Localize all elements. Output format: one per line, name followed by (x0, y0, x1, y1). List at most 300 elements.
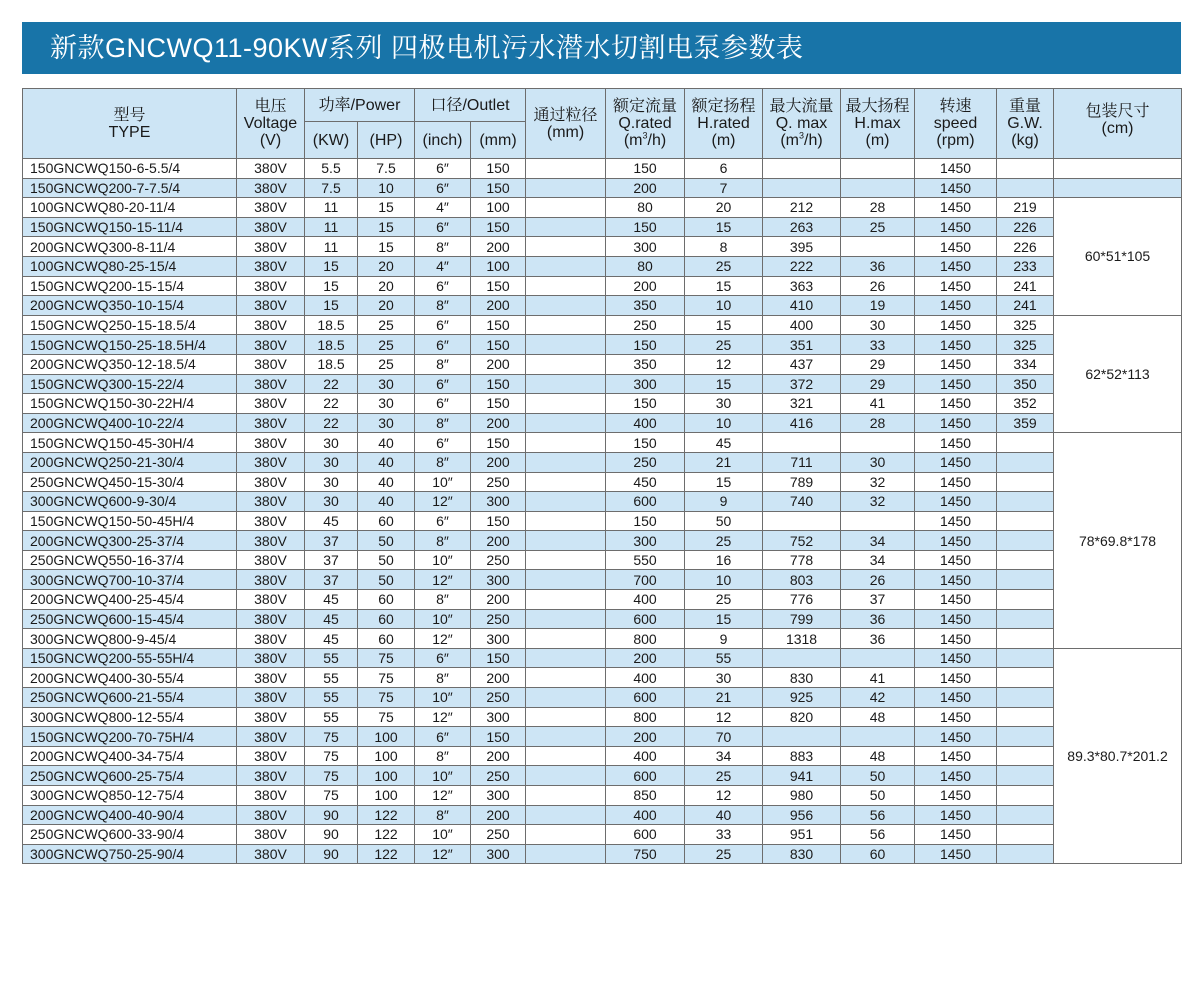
power-hp-cell: 75 (358, 688, 415, 708)
particle-cell (526, 511, 606, 531)
speed-cell: 1450 (915, 178, 997, 198)
power-kw-cell: 22 (305, 413, 358, 433)
speed-cell: 1450 (915, 198, 997, 218)
header-hrated (685, 89, 763, 159)
speed-cell: 1450 (915, 746, 997, 766)
model-cell: 200GNCWQ350-12-18.5/4 (23, 354, 237, 374)
header-voltage-unit: (V) (259, 132, 282, 149)
model-cell: 200GNCWQ350-10-15/4 (23, 296, 237, 316)
power-hp-cell: 7.5 (358, 159, 415, 179)
header-voltage-cn: 电压 (254, 98, 287, 115)
model-cell: 200GNCWQ400-25-45/4 (23, 590, 237, 610)
q-rated-cell: 600 (606, 825, 685, 845)
outlet-inch-cell: 12″ (415, 844, 471, 864)
pack-size-cell: 60*51*105 (1054, 198, 1182, 316)
header-weight-en: G.W. (1007, 115, 1043, 132)
header-speed-cn: 转速 (939, 98, 972, 115)
model-cell: 150GNCWQ200-15-15/4 (23, 276, 237, 296)
h-max-cell: 50 (841, 786, 915, 806)
particle-cell (526, 315, 606, 335)
speed-cell: 1450 (915, 237, 997, 257)
table-row (23, 825, 1182, 845)
weight-cell: 325 (997, 315, 1054, 335)
h-max-cell (841, 178, 915, 198)
weight-cell (997, 727, 1054, 747)
model-cell: 300GNCWQ600-9-30/4 (23, 492, 237, 512)
q-rated-cell: 450 (606, 472, 685, 492)
h-max-cell: 34 (841, 550, 915, 570)
particle-cell (526, 276, 606, 296)
power-kw-cell: 75 (305, 746, 358, 766)
power-kw-cell: 90 (305, 844, 358, 864)
header-qmax-cn: 最大流量 (769, 98, 834, 115)
voltage-cell: 380V (237, 413, 305, 433)
q-max-cell: 740 (763, 492, 841, 512)
h-rated-cell: 12 (685, 786, 763, 806)
particle-cell (526, 727, 606, 747)
q-max-cell: 437 (763, 354, 841, 374)
weight-cell (997, 825, 1054, 845)
h-max-cell: 50 (841, 766, 915, 786)
page-title: 新款GNCWQ11-90KW系列 四极电机污水潜水切割电泵参数表 (22, 22, 1181, 74)
particle-cell (526, 433, 606, 453)
table-row (23, 786, 1182, 806)
outlet-mm-cell: 150 (471, 315, 526, 335)
weight-cell (997, 570, 1054, 590)
header-type (23, 89, 237, 159)
q-max-cell: 980 (763, 786, 841, 806)
outlet-mm-cell: 150 (471, 648, 526, 668)
power-hp-cell: 60 (358, 511, 415, 531)
outlet-mm-cell: 200 (471, 805, 526, 825)
header-type-en: TYPE (108, 123, 151, 141)
model-cell: 150GNCWQ250-15-18.5/4 (23, 315, 237, 335)
model-cell: 300GNCWQ800-12-55/4 (23, 707, 237, 727)
outlet-inch-cell: 12″ (415, 707, 471, 727)
outlet-inch-cell: 8″ (415, 237, 471, 257)
h-max-cell: 29 (841, 374, 915, 394)
power-kw-cell: 90 (305, 805, 358, 825)
outlet-mm-cell: 250 (471, 609, 526, 629)
q-max-cell (763, 178, 841, 198)
header-qrated (606, 89, 685, 159)
power-kw-cell: 75 (305, 786, 358, 806)
particle-cell (526, 550, 606, 570)
power-kw-cell: 15 (305, 296, 358, 316)
h-max-cell (841, 511, 915, 531)
model-cell: 150GNCWQ150-15-11/4 (23, 217, 237, 237)
power-kw-cell: 55 (305, 707, 358, 727)
power-hp-cell: 122 (358, 805, 415, 825)
particle-cell (526, 844, 606, 864)
h-max-cell: 25 (841, 217, 915, 237)
q-rated-cell: 150 (606, 394, 685, 414)
weight-cell (997, 746, 1054, 766)
particle-cell (526, 217, 606, 237)
q-max-cell: 1318 (763, 629, 841, 649)
power-hp-cell: 30 (358, 374, 415, 394)
q-rated-cell: 150 (606, 217, 685, 237)
table-row (23, 766, 1182, 786)
q-rated-cell: 700 (606, 570, 685, 590)
pack-size-cell: 78*69.8*178 (1054, 433, 1182, 649)
outlet-mm-cell: 150 (471, 159, 526, 179)
power-kw-cell: 55 (305, 648, 358, 668)
speed-cell: 1450 (915, 550, 997, 570)
outlet-inch-cell: 10″ (415, 825, 471, 845)
q-max-cell: 395 (763, 237, 841, 257)
model-cell: 150GNCWQ150-45-30H/4 (23, 433, 237, 453)
voltage-cell: 380V (237, 374, 305, 394)
table-row (23, 844, 1182, 864)
speed-cell: 1450 (915, 707, 997, 727)
particle-cell (526, 472, 606, 492)
power-kw-cell: 22 (305, 374, 358, 394)
speed-cell: 1450 (915, 433, 997, 453)
header-qrated-en: Q.rated (618, 115, 672, 132)
weight-cell (997, 511, 1054, 531)
q-rated-cell: 200 (606, 178, 685, 198)
speed-cell: 1450 (915, 786, 997, 806)
power-hp-cell: 25 (358, 354, 415, 374)
h-rated-cell: 30 (685, 394, 763, 414)
speed-cell: 1450 (915, 315, 997, 335)
model-cell: 250GNCWQ600-21-55/4 (23, 688, 237, 708)
outlet-inch-cell: 12″ (415, 492, 471, 512)
h-max-cell: 32 (841, 492, 915, 512)
power-hp-cell: 30 (358, 413, 415, 433)
h-rated-cell: 15 (685, 609, 763, 629)
table-row (23, 492, 1182, 512)
speed-cell: 1450 (915, 727, 997, 747)
table-row (23, 354, 1182, 374)
voltage-cell: 380V (237, 825, 305, 845)
h-rated-cell: 55 (685, 648, 763, 668)
power-kw-cell: 75 (305, 766, 358, 786)
model-cell: 100GNCWQ80-25-15/4 (23, 256, 237, 276)
h-rated-cell: 8 (685, 237, 763, 257)
power-hp-cell: 75 (358, 707, 415, 727)
outlet-inch-cell: 6″ (415, 217, 471, 237)
speed-cell: 1450 (915, 570, 997, 590)
weight-cell (997, 766, 1054, 786)
voltage-cell: 380V (237, 688, 305, 708)
table-row (23, 688, 1182, 708)
particle-cell (526, 159, 606, 179)
outlet-mm-cell: 200 (471, 590, 526, 610)
weight-cell (997, 648, 1054, 668)
table-row (23, 727, 1182, 747)
outlet-mm-cell: 200 (471, 668, 526, 688)
q-max-cell: 925 (763, 688, 841, 708)
power-hp-cell: 10 (358, 178, 415, 198)
q-max-cell: 400 (763, 315, 841, 335)
q-max-cell: 752 (763, 531, 841, 551)
outlet-mm-cell: 200 (471, 296, 526, 316)
q-max-cell: 363 (763, 276, 841, 296)
h-rated-cell: 30 (685, 668, 763, 688)
power-kw-cell: 18.5 (305, 354, 358, 374)
power-kw-cell: 30 (305, 452, 358, 472)
model-cell: 150GNCWQ200-70-75H/4 (23, 727, 237, 747)
power-kw-cell: 18.5 (305, 315, 358, 335)
h-rated-cell: 25 (685, 766, 763, 786)
weight-cell (997, 590, 1054, 610)
voltage-cell: 380V (237, 159, 305, 179)
outlet-mm-cell: 200 (471, 237, 526, 257)
outlet-mm-cell: 250 (471, 472, 526, 492)
q-rated-cell: 750 (606, 844, 685, 864)
power-hp-cell: 75 (358, 668, 415, 688)
voltage-cell: 380V (237, 766, 305, 786)
particle-cell (526, 394, 606, 414)
power-hp-cell: 60 (358, 590, 415, 610)
q-max-cell: 951 (763, 825, 841, 845)
outlet-inch-cell: 6″ (415, 727, 471, 747)
h-rated-cell: 25 (685, 844, 763, 864)
h-max-cell (841, 433, 915, 453)
h-max-cell: 41 (841, 668, 915, 688)
speed-cell: 1450 (915, 492, 997, 512)
voltage-cell: 380V (237, 550, 305, 570)
particle-cell (526, 198, 606, 218)
power-hp-cell: 50 (358, 531, 415, 551)
h-max-cell: 32 (841, 472, 915, 492)
table-row (23, 374, 1182, 394)
power-kw-cell: 37 (305, 570, 358, 590)
voltage-cell: 380V (237, 472, 305, 492)
particle-cell (526, 492, 606, 512)
h-rated-cell: 16 (685, 550, 763, 570)
weight-cell (997, 492, 1054, 512)
table-row (23, 707, 1182, 727)
speed-cell: 1450 (915, 256, 997, 276)
particle-cell (526, 668, 606, 688)
power-hp-cell: 25 (358, 315, 415, 335)
weight-cell (997, 629, 1054, 649)
weight-cell: 325 (997, 335, 1054, 355)
q-rated-cell: 400 (606, 805, 685, 825)
q-rated-cell: 150 (606, 433, 685, 453)
weight-cell (997, 609, 1054, 629)
outlet-inch-cell: 8″ (415, 805, 471, 825)
q-max-cell: 799 (763, 609, 841, 629)
particle-cell (526, 374, 606, 394)
outlet-inch-cell: 8″ (415, 452, 471, 472)
power-kw-cell: 45 (305, 511, 358, 531)
particle-cell (526, 688, 606, 708)
particle-cell (526, 805, 606, 825)
q-rated-cell: 300 (606, 374, 685, 394)
table-row (23, 746, 1182, 766)
voltage-cell: 380V (237, 609, 305, 629)
h-max-cell: 29 (841, 354, 915, 374)
table-row (23, 159, 1182, 179)
speed-cell: 1450 (915, 531, 997, 551)
header-particle-cn: 通过粒径 (533, 107, 598, 124)
model-cell: 300GNCWQ850-12-75/4 (23, 786, 237, 806)
outlet-inch-cell: 8″ (415, 590, 471, 610)
voltage-cell: 380V (237, 296, 305, 316)
outlet-mm-cell: 200 (471, 452, 526, 472)
q-rated-cell: 800 (606, 629, 685, 649)
header-type-cn: 型号 (113, 106, 146, 124)
table-row (23, 472, 1182, 492)
model-cell: 100GNCWQ80-20-11/4 (23, 198, 237, 218)
power-kw-cell: 11 (305, 198, 358, 218)
weight-cell: 233 (997, 256, 1054, 276)
outlet-inch-cell: 6″ (415, 433, 471, 453)
q-rated-cell: 250 (606, 315, 685, 335)
weight-cell: 352 (997, 394, 1054, 414)
outlet-mm-cell: 250 (471, 825, 526, 845)
q-max-cell: 956 (763, 805, 841, 825)
q-rated-cell: 150 (606, 511, 685, 531)
h-rated-cell: 15 (685, 315, 763, 335)
speed-cell: 1450 (915, 296, 997, 316)
outlet-mm-cell: 200 (471, 354, 526, 374)
h-max-cell: 28 (841, 413, 915, 433)
h-max-cell: 48 (841, 707, 915, 727)
q-rated-cell: 150 (606, 159, 685, 179)
q-max-cell: 789 (763, 472, 841, 492)
q-max-cell: 351 (763, 335, 841, 355)
header-pack (1054, 89, 1182, 159)
power-hp-cell: 40 (358, 452, 415, 472)
power-hp-cell: 122 (358, 825, 415, 845)
h-rated-cell: 45 (685, 433, 763, 453)
speed-cell: 1450 (915, 688, 997, 708)
outlet-mm-cell: 300 (471, 786, 526, 806)
power-kw-cell: 11 (305, 217, 358, 237)
power-kw-cell: 15 (305, 256, 358, 276)
h-max-cell: 48 (841, 746, 915, 766)
weight-cell (997, 844, 1054, 864)
power-hp-cell: 15 (358, 237, 415, 257)
particle-cell (526, 335, 606, 355)
particle-cell (526, 296, 606, 316)
power-kw-cell: 22 (305, 394, 358, 414)
header-weight-cn: 重量 (1009, 98, 1042, 115)
weight-cell (997, 707, 1054, 727)
q-max-cell (763, 648, 841, 668)
h-rated-cell: 10 (685, 413, 763, 433)
outlet-mm-cell: 200 (471, 531, 526, 551)
h-rated-cell: 25 (685, 256, 763, 276)
power-hp-cell: 100 (358, 766, 415, 786)
q-max-cell: 372 (763, 374, 841, 394)
voltage-cell: 380V (237, 570, 305, 590)
weight-cell (997, 433, 1054, 453)
header-voltage-en: Voltage (243, 115, 298, 132)
h-rated-cell: 9 (685, 492, 763, 512)
weight-cell (997, 159, 1054, 179)
table-row (23, 237, 1182, 257)
h-max-cell (841, 648, 915, 668)
pump-spec-table (22, 88, 1182, 864)
outlet-inch-cell: 6″ (415, 394, 471, 414)
model-cell: 200GNCWQ300-25-37/4 (23, 531, 237, 551)
power-hp-cell: 50 (358, 550, 415, 570)
model-cell: 200GNCWQ300-8-11/4 (23, 237, 237, 257)
q-max-cell: 778 (763, 550, 841, 570)
q-rated-cell: 300 (606, 531, 685, 551)
h-rated-cell: 6 (685, 159, 763, 179)
h-rated-cell: 9 (685, 629, 763, 649)
q-max-cell: 776 (763, 590, 841, 610)
particle-cell (526, 825, 606, 845)
weight-cell (997, 786, 1054, 806)
voltage-cell: 380V (237, 433, 305, 453)
power-kw-cell: 45 (305, 590, 358, 610)
weight-cell: 241 (997, 276, 1054, 296)
q-max-cell: 222 (763, 256, 841, 276)
outlet-inch-cell: 8″ (415, 531, 471, 551)
voltage-cell: 380V (237, 276, 305, 296)
outlet-mm-cell: 150 (471, 727, 526, 747)
q-rated-cell: 400 (606, 668, 685, 688)
outlet-mm-cell: 250 (471, 766, 526, 786)
q-rated-cell: 150 (606, 335, 685, 355)
power-kw-cell: 7.5 (305, 178, 358, 198)
voltage-cell: 380V (237, 492, 305, 512)
model-cell: 200GNCWQ400-40-90/4 (23, 805, 237, 825)
particle-cell (526, 629, 606, 649)
power-hp-cell: 50 (358, 570, 415, 590)
outlet-inch-cell: 10″ (415, 609, 471, 629)
outlet-inch-cell: 12″ (415, 629, 471, 649)
q-max-cell: 416 (763, 413, 841, 433)
pack-size-cell-empty (1054, 159, 1182, 179)
outlet-inch-cell: 8″ (415, 413, 471, 433)
outlet-inch-cell: 12″ (415, 570, 471, 590)
outlet-inch-cell: 4″ (415, 198, 471, 218)
model-cell: 150GNCWQ200-7-7.5/4 (23, 178, 237, 198)
q-rated-cell: 800 (606, 707, 685, 727)
header-qmax (763, 89, 841, 159)
h-rated-cell: 10 (685, 570, 763, 590)
weight-cell (997, 805, 1054, 825)
h-max-cell: 26 (841, 276, 915, 296)
q-max-cell: 803 (763, 570, 841, 590)
weight-cell (997, 688, 1054, 708)
table-row (23, 570, 1182, 590)
outlet-inch-cell: 6″ (415, 178, 471, 198)
q-max-cell (763, 727, 841, 747)
power-kw-cell: 37 (305, 550, 358, 570)
model-cell: 150GNCWQ150-6-5.5/4 (23, 159, 237, 179)
h-max-cell (841, 159, 915, 179)
table-row (23, 178, 1182, 198)
power-kw-cell: 11 (305, 237, 358, 257)
outlet-mm-cell: 250 (471, 688, 526, 708)
header-outlet-inch: (inch) (415, 122, 471, 159)
power-hp-cell: 100 (358, 727, 415, 747)
particle-cell (526, 452, 606, 472)
voltage-cell: 380V (237, 648, 305, 668)
h-max-cell: 60 (841, 844, 915, 864)
outlet-mm-cell: 300 (471, 570, 526, 590)
outlet-mm-cell: 150 (471, 217, 526, 237)
voltage-cell: 380V (237, 786, 305, 806)
speed-cell: 1450 (915, 354, 997, 374)
h-max-cell: 30 (841, 315, 915, 335)
header-qmax-en: Q. max (775, 115, 828, 132)
outlet-mm-cell: 100 (471, 256, 526, 276)
outlet-mm-cell: 150 (471, 433, 526, 453)
speed-cell: 1450 (915, 668, 997, 688)
speed-cell: 1450 (915, 335, 997, 355)
